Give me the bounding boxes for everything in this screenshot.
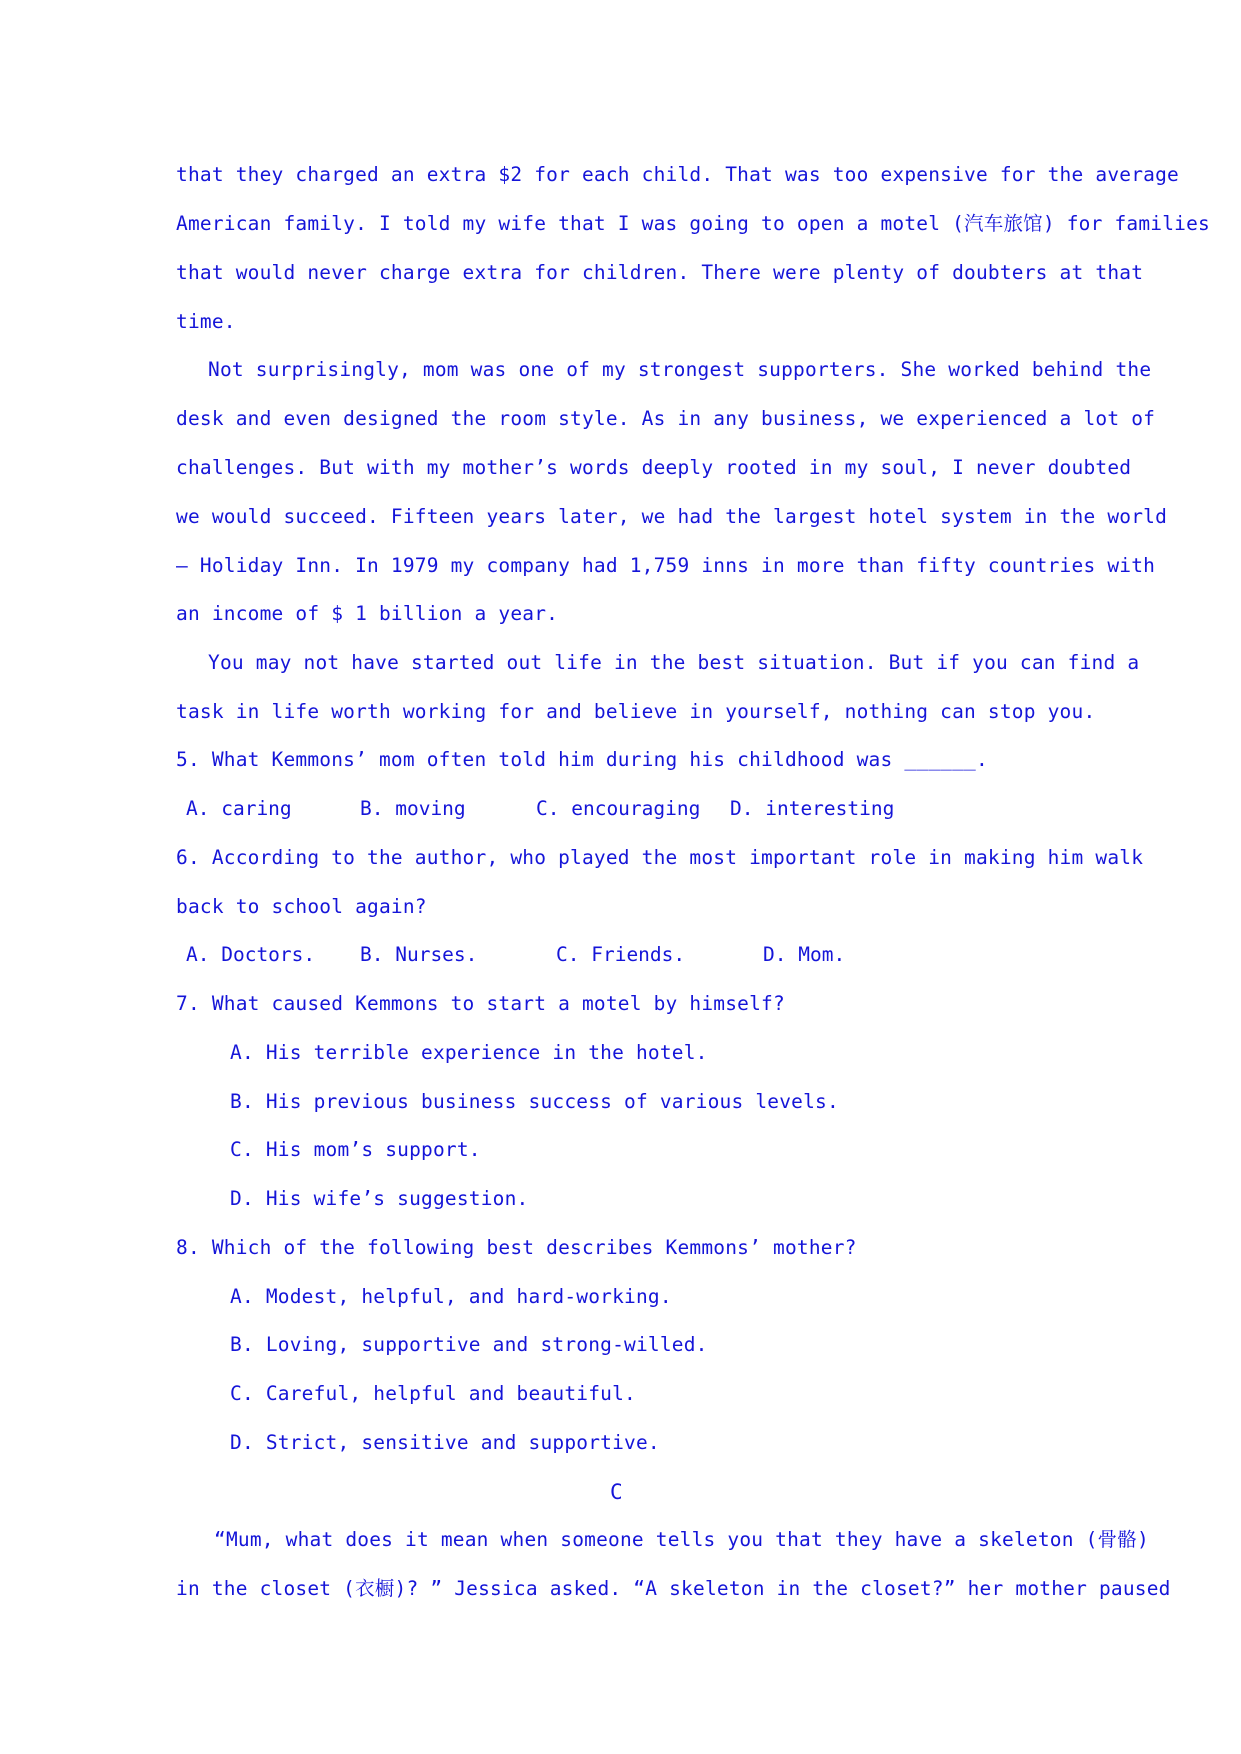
passage-line: Not surprisingly, mom was one of my strongest supporters. She worked behind the [208,358,1152,381]
passage-line: desk and even designed the room style. As in any business, we experienced a lot of [176,407,1156,430]
option-d: D. Mom. [763,943,846,966]
passage-line: we would succeed. Fifteen years later, we had the largest hotel system in the world [176,505,1168,528]
section-c-heading: C [610,1480,623,1504]
question-8-option-d: D. Strict, sensitive and supportive. [230,1431,660,1454]
option-b: B. Nurses. [360,943,478,966]
question-7-option-b: B. His previous business success of various levels. [230,1090,839,1113]
passage-line: that they charged an extra $2 for each child. That was too expensive for the average [176,163,1179,186]
passage-line: — Holiday Inn. In 1979 my company had 1,759 inns in more than fifty countries with [176,554,1156,577]
option-c: C. Friends. [556,943,686,966]
question-6-stem: 6. According to the author, who played the most important role in making him walk [176,846,1144,869]
question-7-option-c: C. His mom’s support. [230,1138,481,1161]
passage-line: time. [176,310,236,333]
passage-line: You may not have started out life in the best situation. But if you can find a [208,651,1140,674]
question-8-stem: 8. Which of the following best describes Kemmons’ mother? [176,1236,857,1259]
passage-line: challenges. But with my mother’s words deeply rooted in my soul, I never doubted [176,456,1132,479]
option-b: B. moving [360,797,466,820]
passage-line: American family. I told my wife that I was going to open a motel (汽车旅馆) for families [176,212,1210,235]
option-a: A. caring [186,797,292,820]
option-c: C. encouraging [536,797,701,820]
passage-line: an income of $ 1 billion a year. [176,602,559,625]
option-d: D. interesting [730,797,895,820]
option-a: A. Doctors. [186,943,316,966]
passage-line: task in life worth working for and believe in yourself, nothing can stop you. [176,700,1096,723]
question-7-option-a: A. His terrible experience in the hotel. [230,1041,708,1064]
passage-c-line: in the closet (衣橱)? ” Jessica asked. “A skeleton in the closet?” her mother paused [176,1577,1171,1600]
question-6-stem: back to school again? [176,895,427,918]
question-8-option-b: B. Loving, supportive and strong-willed. [230,1333,708,1356]
passage-line: that would never charge extra for children. There were plenty of doubters at that [176,261,1144,284]
question-7-option-d: D. His wife’s suggestion. [230,1187,529,1210]
question-8-option-a: A. Modest, helpful, and hard-working. [230,1285,672,1308]
question-5-stem: 5. What Kemmons’ mom often told him during his childhood was ______. [176,748,988,771]
passage-c-line: “Mum, what does it mean when someone tells you that they have a skeleton (骨骼) [214,1528,1149,1551]
question-7-stem: 7. What caused Kemmons to start a motel by himself? [176,992,785,1015]
question-8-option-c: C. Careful, helpful and beautiful. [230,1382,636,1405]
